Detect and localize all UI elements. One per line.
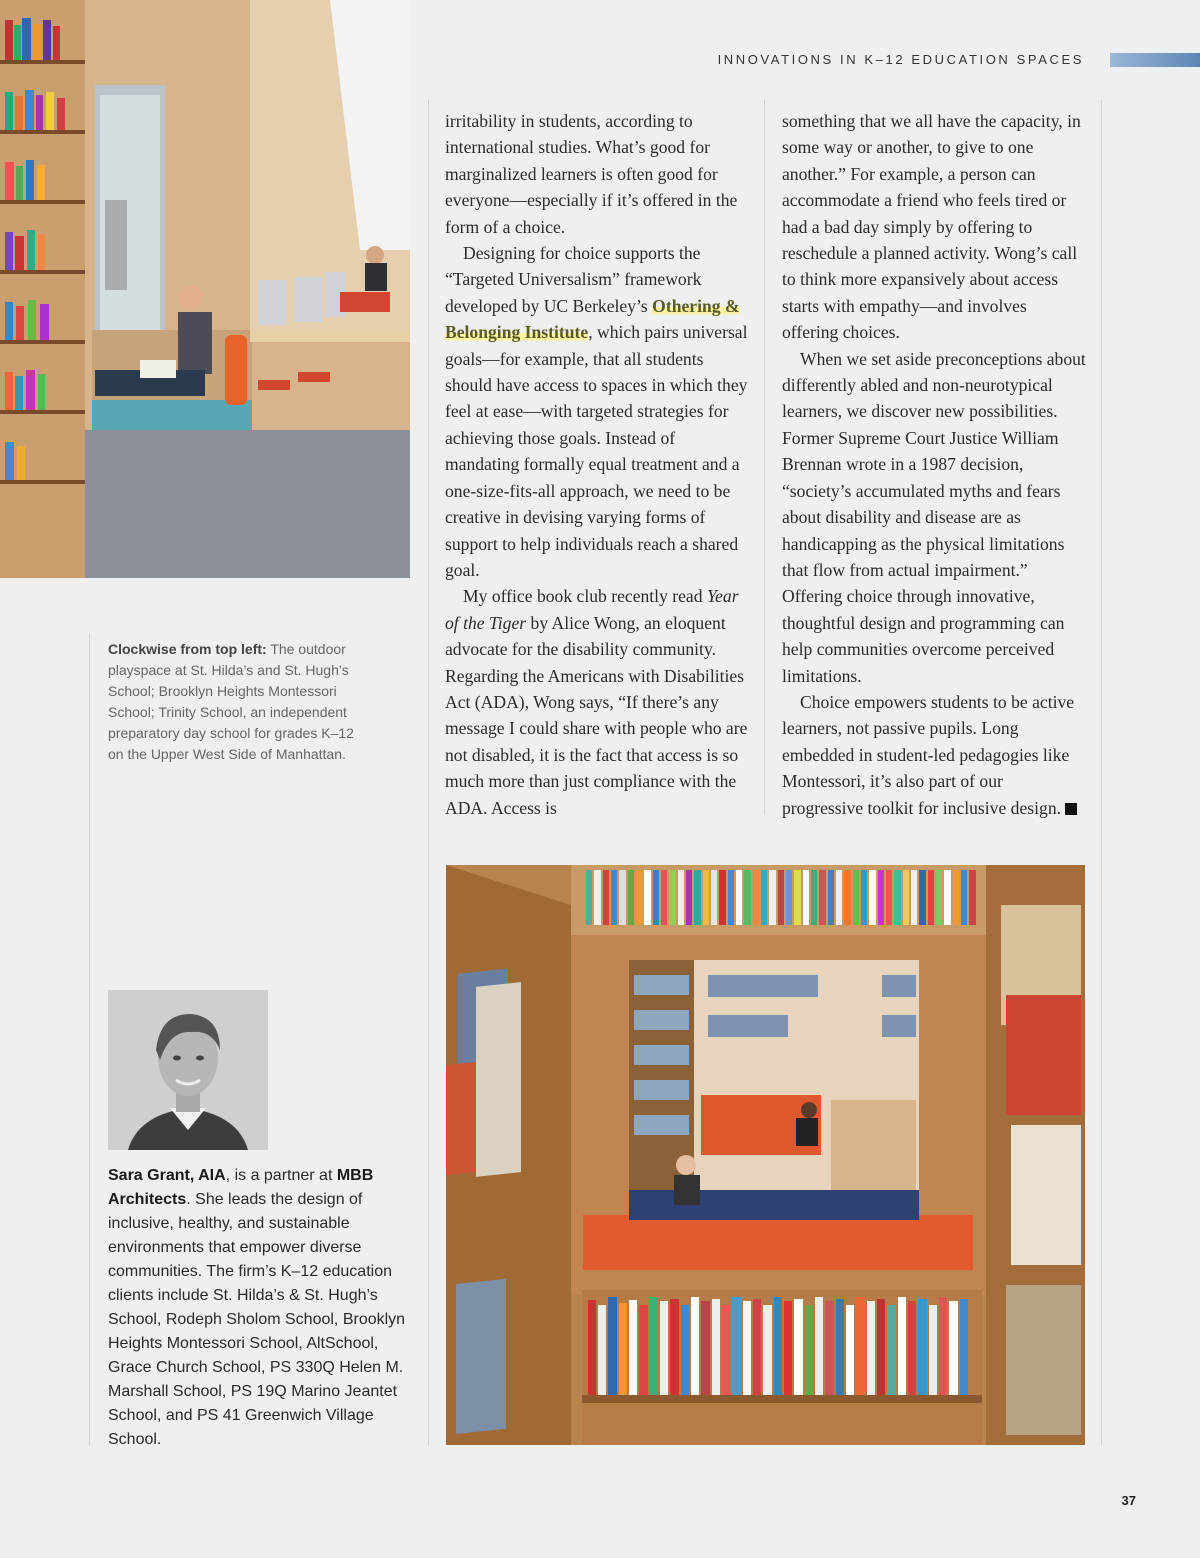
bio-text: , is a partner at <box>225 1167 337 1184</box>
paragraph: When we set aside preconceptions about differently abled and non-neurotypical learners, we discover new possibilities. Former Supreme Court Justice William Brennan wrote in a 1987 decision, “society’s accumulated myths and fears about disability and disease are as handicapping as the physical limitations that flow from actual impairment.” Offering choice through innovative, thoughtful design and programming can help communities overcome perceived limitations. <box>782 348 1086 686</box>
firm-name: MBB Architects <box>108 1167 374 1208</box>
paragraph <box>445 583 750 821</box>
author-name: Sara Grant, AIA <box>108 1167 226 1184</box>
paragraph-text: , which pairs universal goals—for example, that all students should have access to spaces in which they feel at ease—with targeted strategies for achieving those goals. Instead of mandating formally equal treatment and a one-size-fits-all approach, we need to be creative in devising varying forms of support to help individuals reach a shared goal. <box>445 322 748 580</box>
article-column-1 <box>445 108 750 821</box>
end-mark-icon <box>1065 803 1077 815</box>
book-title: Year of the Tiger <box>445 586 739 633</box>
photo-caption <box>108 639 358 765</box>
column-rule-2 <box>764 100 765 815</box>
caption-text: The outdoor playspace at St. Hilda’s and St. Hugh’s School; Brooklyn Heights Montessori School; Trinity School, an independent preparatory day school for grades K–12 on the Upper West Side of Manhattan. <box>108 641 354 762</box>
page-number: 37 <box>1121 1493 1136 1508</box>
paragraph-text: My office book club recently read <box>463 586 707 607</box>
bio-text: . She leads the design of inclusive, healthy, and sustainable environments that empower diverse communities. The firm’s K–12 education clients include St. Hilda’s & St. Hugh’s School, Rodeph Sholom School, Brooklyn Heights Montessori School, AltSchool, Grace Church School, PS 330Q Helen M. Marshall School, PS 19Q Marino Jeantet School, and PS 41 Greenwich Village School. <box>108 1191 406 1448</box>
paragraph: irritability in students, according to international studies. What’s good for marginalized learners is often good for everyone—especially if it’s offered in the form of a choice. <box>445 111 738 237</box>
paragraph-text: Designing for choice supports the “Targeted Universalism” framework developed by UC Berkeley’s <box>445 243 702 316</box>
othering-belonging-link[interactable]: Othering & Belonging Institute <box>445 295 740 343</box>
header-accent-bar <box>1110 53 1200 67</box>
paragraph <box>782 689 1087 821</box>
author-portrait-photo <box>108 990 268 1150</box>
paragraph: something that we all have the capacity, in some way or another, to give to one another.” For example, a person can accommodate a friend who feels tired or had a bad day simply by offering to reschedule a planned activity. Wong’s call to think more expansively about access starts with empathy—and involves offering choices. <box>782 111 1081 343</box>
paragraph-text: by Alice Wong, an eloquent advocate for the disability community. Regarding the Americans with Disabilities Act (ADA), Wong says, “If there’s any message I could share with people who are not disabled, it is the fact that access is so much more than just compliance with the ADA. Access is <box>445 612 748 818</box>
article-column-2 <box>782 108 1087 821</box>
library-shelves-photo <box>446 865 1085 1445</box>
paragraph <box>445 240 750 583</box>
author-bio <box>108 1164 408 1452</box>
caption-lead: Clockwise from top left: <box>108 641 267 657</box>
library-reading-nook-photo <box>0 0 410 578</box>
column-rule-1 <box>428 100 429 1445</box>
column-rule-3 <box>1101 100 1102 1445</box>
left-rule <box>89 633 90 1445</box>
paragraph-text: Choice empowers students to be active learners, not passive pupils. Long embedded in student-led pedagogies like Montessori, it’s also part of our progressive toolkit for inclusive design. <box>782 691 1075 818</box>
section-label: INNOVATIONS IN K–12 EDUCATION SPACES <box>717 52 1084 67</box>
